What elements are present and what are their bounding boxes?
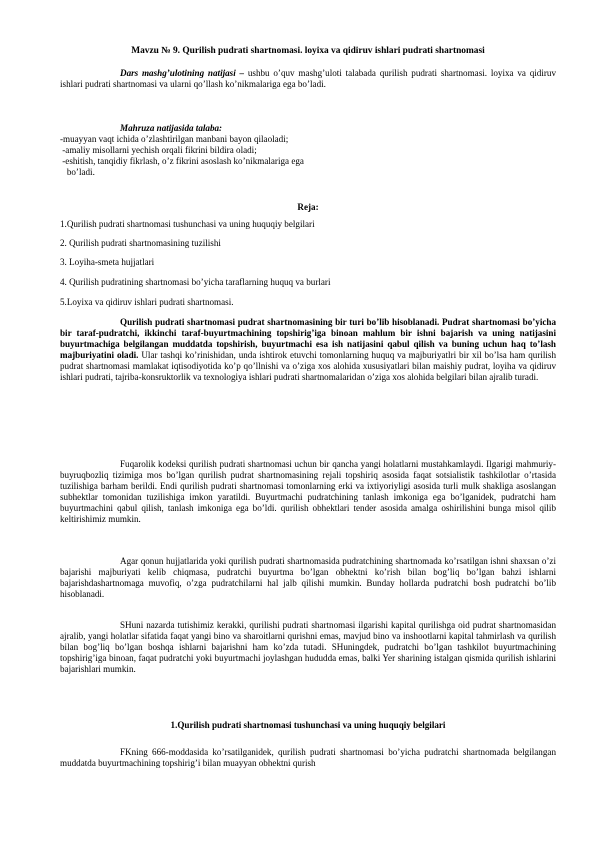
plan-item-2: 2. Qurilish pudrati shartnomasining tuzilishi	[60, 238, 221, 248]
plan-heading: Reja:	[297, 202, 319, 212]
document-title: Mavzu № 9. Qurilish pudrati shartnomasi. loyixa va qidiruv ishlari pudrati shartnomasi	[131, 46, 485, 56]
paragraph-1-rest: Ular tashqi ko’rinishidan, unda ishtirok etuvchi tomonlarning huquq va majburiyatlri bir xil bo’lsa ham qurilish pudrat shartnomasi mamlakat iqtisodiyotida ko’p qo’llnishi va o’ziga xos alohida xususiyatlari bilan maishiy pudrat, loyiha va qidiruv ishlari pudrati, tajriba-konsruktorlik va texnologiya ishlari pudrati shartnomalaridan o’ziga xos alohida belgilari bilan ajralib turadi.	[60, 349, 557, 382]
lesson-goal-label: Dars mashg’ulotining natijasi –	[120, 68, 245, 78]
paragraph-4: SHuni nazarda tutishimiz kerakki, qurilishi pudrati shartnomasi ilgarishi kapital qurilishga oid pudrat shartnomasidan ajralib, yangi holatlar sifatida faqat yangi bino va sharoitlarni qurishni emas, mavjud bino va inshootlarni kapital tahmirlash va qurilish bilan bog’liq bo’lgan boshqa ishlarni bajarishni ham ko’zda tutadi. SHuningdek, pudratchi bo’lgan tashkilot buyurtmachining topshirig’iga binoan, faqat pudratchi yoki buyurtmachi joylashgan hududda emas, balki Yer sharining istalgan qismida qurilish ishlarini bajarishlari mumkin.	[60, 620, 556, 674]
paragraph-5: FKning 666-moddasida ko’rsatilganidek, qurilish pudrati shartnomasi bo’yicha pudratchi shartnomada belgilangan muddatda buyurtmachining topshirig’i bilan muayyan obhektni qurish	[60, 747, 556, 768]
paragraph-1	[60, 317, 556, 382]
outcome-item: -amaliy misollarni yechish orqali fikrini bildira oladi;	[60, 144, 257, 155]
outcome-item: -eshitish, tanqidiy fikrlash, o’z fikrini asoslash ko’nikmalariga ega	[60, 155, 304, 166]
outcomes-heading: Mahruza natijasida talaba:	[120, 123, 223, 133]
section-1-heading: 1.Qurilish pudrati shartnomasi tushunchasi va uning huquqiy belgilari	[170, 720, 446, 730]
lesson-goal-paragraph	[60, 68, 556, 90]
lesson-goal-text: ushbu o’quv mashg’uloti talabada qurilish pudrati shartnomasi. loyixa va qidiruv ishlari pudrati shartnomasi va ularni qo’llash ko’nikmalariga ega bo’ladi.	[60, 68, 556, 89]
outcomes-section	[60, 123, 556, 178]
plan-item-4: 4. Qurilish pudratining shartnomasi bo’yicha taraflarning huquq va burlari	[60, 277, 331, 287]
outcome-item: -muayyan vaqt ichida o’zlashtirilgan manbani bayon qilaoladi;	[60, 133, 289, 144]
outcome-item: bo’ladi.	[60, 166, 95, 177]
plan-item-3: 3. Loyiha-smeta hujjatlari	[60, 257, 155, 267]
paragraph-2: Fuqarolik kodeksi qurilish pudrati shartnomasi uchun bir qancha yangi holatlarni mustahkamlaydi. Ilgarigi mahmuriy-buyruqbozliq tizimiga mos bo’lgan qurilish pudrat shartnomasining rejali topshiriq asosida faqat sotsialistik tashkilotlar o’rtasida tuzilishiga barham berildi. Endi qurilish pudrati shartnomasi tomonlarning erki va ixtiyoriyligi asosida turli mulk shakliga asoslangan subhektlar tomonidan tuzilishiga imkon yaratildi. Buyurtmachi pudratchining tanlash imkoniga ega bo’lganidek, pudratchi ham buyurtmachini qabul qilish, tanlash imkoniga ega bo’ldi. qurilish obhektlari tender asosida amalga oshirilishini bunga misol qilib keltirishimiz mumkin.	[60, 459, 556, 524]
paragraph-3: Agar qonun hujjatlarida yoki qurilish pudrati shartnomasida pudratchining shartnomada ko’rsatilgan ishni shaxsan o’zi bajarishi majburiyati kelib chiqmasa, pudratchi buyurtma bo’lgan obhektni ko’rish bilan bog’liq bo’lgan bahzi ishlarni bajarishdashartnomaga muvofiq, o’zga pudratchilarni hal jalb qilishi mumkin. Bunday hollarda pudratchi bosh pudratchi bo’lib hisoblanadi.	[60, 556, 556, 599]
plan-item-5: 5.Loyixa va qidiruv ishlari pudrati shartnomasi.	[60, 297, 234, 307]
paragraph-1-bold-lead: Qurilish pudrati shartnomasi pudrat shartnomasining bir turi bo’lib hisoblanadi. Pudrat shartnomasi bo’yicha bir taraf-pudratchi, ikkinchi taraf-buyurtmachining topshirig’iga binoan mahlum bir ishni bajarish va uning natijasini buyurtmachiga belgilangan muddatda topshirish, buyurtmachi esa ish natijasini qabul qilish va buning uchun haq to’lash majburiyatini oladi.	[60, 317, 556, 360]
plan-item-1: 1.Qurilish pudrati shartnomasi tushunchasi va uning huquqiy belgilari	[60, 219, 315, 229]
